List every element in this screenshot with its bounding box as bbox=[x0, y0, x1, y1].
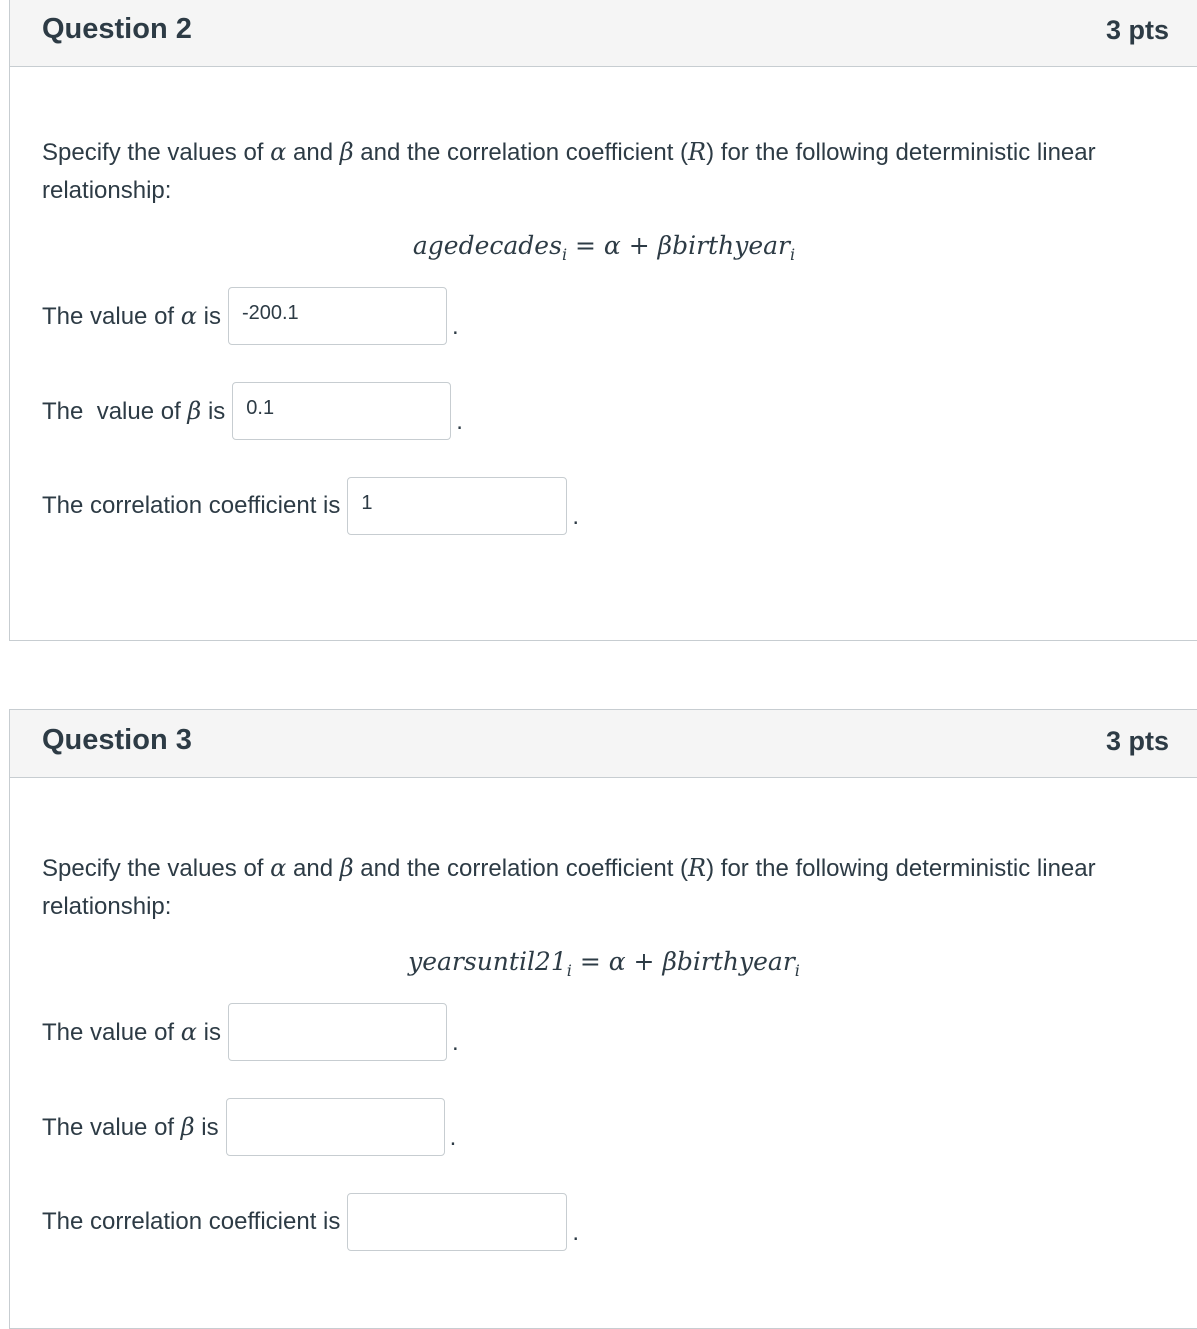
equation-rhs-subscript: i bbox=[789, 245, 796, 264]
equation-equals: = bbox=[571, 947, 609, 976]
equation-lhs-subscript: i bbox=[566, 961, 572, 980]
question-header bbox=[10, 0, 1197, 67]
alpha-symbol: α bbox=[180, 301, 197, 330]
equation-rhs-subscript: i bbox=[794, 961, 800, 980]
prompt-text: ) for the following deterministic linear relationship: bbox=[42, 855, 1096, 920]
beta-symbol: β bbox=[339, 854, 354, 882]
alpha-label-text: The value of bbox=[42, 302, 181, 330]
period: . bbox=[572, 503, 580, 530]
prompt-text: ) for the following deterministic linear relationship: bbox=[42, 139, 1096, 204]
period: . bbox=[456, 408, 463, 435]
alpha-label-text: The value of bbox=[42, 1018, 181, 1046]
alpha-input[interactable]: -200.1 bbox=[228, 287, 447, 345]
prompt-text: Specify the values of bbox=[42, 139, 271, 166]
alpha-input[interactable] bbox=[228, 1003, 447, 1061]
beta-label bbox=[42, 1113, 219, 1142]
beta-label-text: The value of bbox=[42, 397, 188, 425]
correlation-answer-row bbox=[42, 476, 579, 536]
equation-equals: = bbox=[567, 231, 604, 260]
equation-beta: β bbox=[657, 231, 673, 260]
period: . bbox=[572, 1219, 580, 1246]
prompt-text: and bbox=[286, 855, 340, 882]
period: . bbox=[449, 1124, 457, 1151]
prompt-text: Specify the values of bbox=[42, 855, 271, 882]
prompt-text: and bbox=[286, 139, 340, 166]
alpha-label bbox=[42, 302, 221, 331]
correlation-input[interactable]: 1 bbox=[347, 477, 567, 535]
alpha-symbol: α bbox=[270, 854, 287, 882]
question-3-card bbox=[9, 709, 1197, 1329]
beta-symbol: β bbox=[180, 1112, 195, 1141]
beta-label-suffix: is bbox=[201, 397, 226, 425]
alpha-answer-row bbox=[42, 1002, 459, 1062]
correlation-answer-row bbox=[42, 1192, 579, 1252]
beta-label bbox=[42, 397, 225, 426]
beta-input[interactable]: 0.1 bbox=[232, 382, 451, 440]
relationship-equation bbox=[10, 947, 1197, 980]
correlation-label: The correlation coefficient is bbox=[42, 1208, 341, 1235]
beta-input[interactable] bbox=[226, 1098, 445, 1156]
question-header bbox=[10, 710, 1197, 778]
alpha-answer-row bbox=[42, 286, 459, 346]
alpha-label bbox=[42, 1018, 221, 1047]
equation-alpha: α bbox=[603, 231, 621, 260]
beta-symbol: β bbox=[339, 138, 354, 166]
correlation-label: The correlation coefficient is bbox=[42, 492, 341, 519]
beta-label-suffix: is bbox=[194, 1113, 219, 1141]
equation-lhs-subscript: i bbox=[561, 245, 568, 264]
equation-rhs-variable: birthyear bbox=[672, 231, 790, 260]
equation-rhs-variable: birthyear bbox=[676, 947, 795, 976]
question-points: 3 pts bbox=[1105, 726, 1169, 756]
r-symbol: R bbox=[688, 138, 707, 166]
alpha-symbol: α bbox=[180, 1017, 197, 1046]
equation-alpha: α bbox=[608, 947, 626, 976]
relationship-equation bbox=[10, 231, 1197, 264]
question-title: Question 3 bbox=[42, 724, 192, 756]
beta-answer-row bbox=[42, 1097, 456, 1157]
question-points: 3 pts bbox=[1105, 15, 1169, 45]
equation-plus: + bbox=[625, 947, 663, 976]
equation-beta: β bbox=[662, 947, 677, 976]
question-2-card bbox=[9, 0, 1197, 641]
alpha-label-suffix: is bbox=[196, 302, 221, 330]
beta-answer-row bbox=[42, 381, 463, 441]
beta-symbol: β bbox=[187, 396, 202, 425]
equation-plus: + bbox=[620, 231, 658, 260]
r-symbol: R bbox=[688, 854, 707, 882]
equation-lhs: agedecades bbox=[412, 231, 562, 260]
alpha-symbol: α bbox=[270, 138, 287, 166]
alpha-label-suffix: is bbox=[196, 1018, 221, 1046]
question-prompt bbox=[42, 849, 1122, 926]
period: . bbox=[451, 313, 459, 340]
question-prompt bbox=[42, 133, 1122, 210]
period: . bbox=[451, 1029, 459, 1056]
equation-lhs: yearsuntil21 bbox=[408, 947, 567, 976]
correlation-input[interactable] bbox=[347, 1193, 567, 1251]
beta-label-text: The value of bbox=[42, 1113, 181, 1141]
question-title: Question 2 bbox=[42, 13, 192, 45]
prompt-text: and the correlation coefficient ( bbox=[353, 139, 689, 166]
prompt-text: and the correlation coefficient ( bbox=[353, 855, 689, 882]
